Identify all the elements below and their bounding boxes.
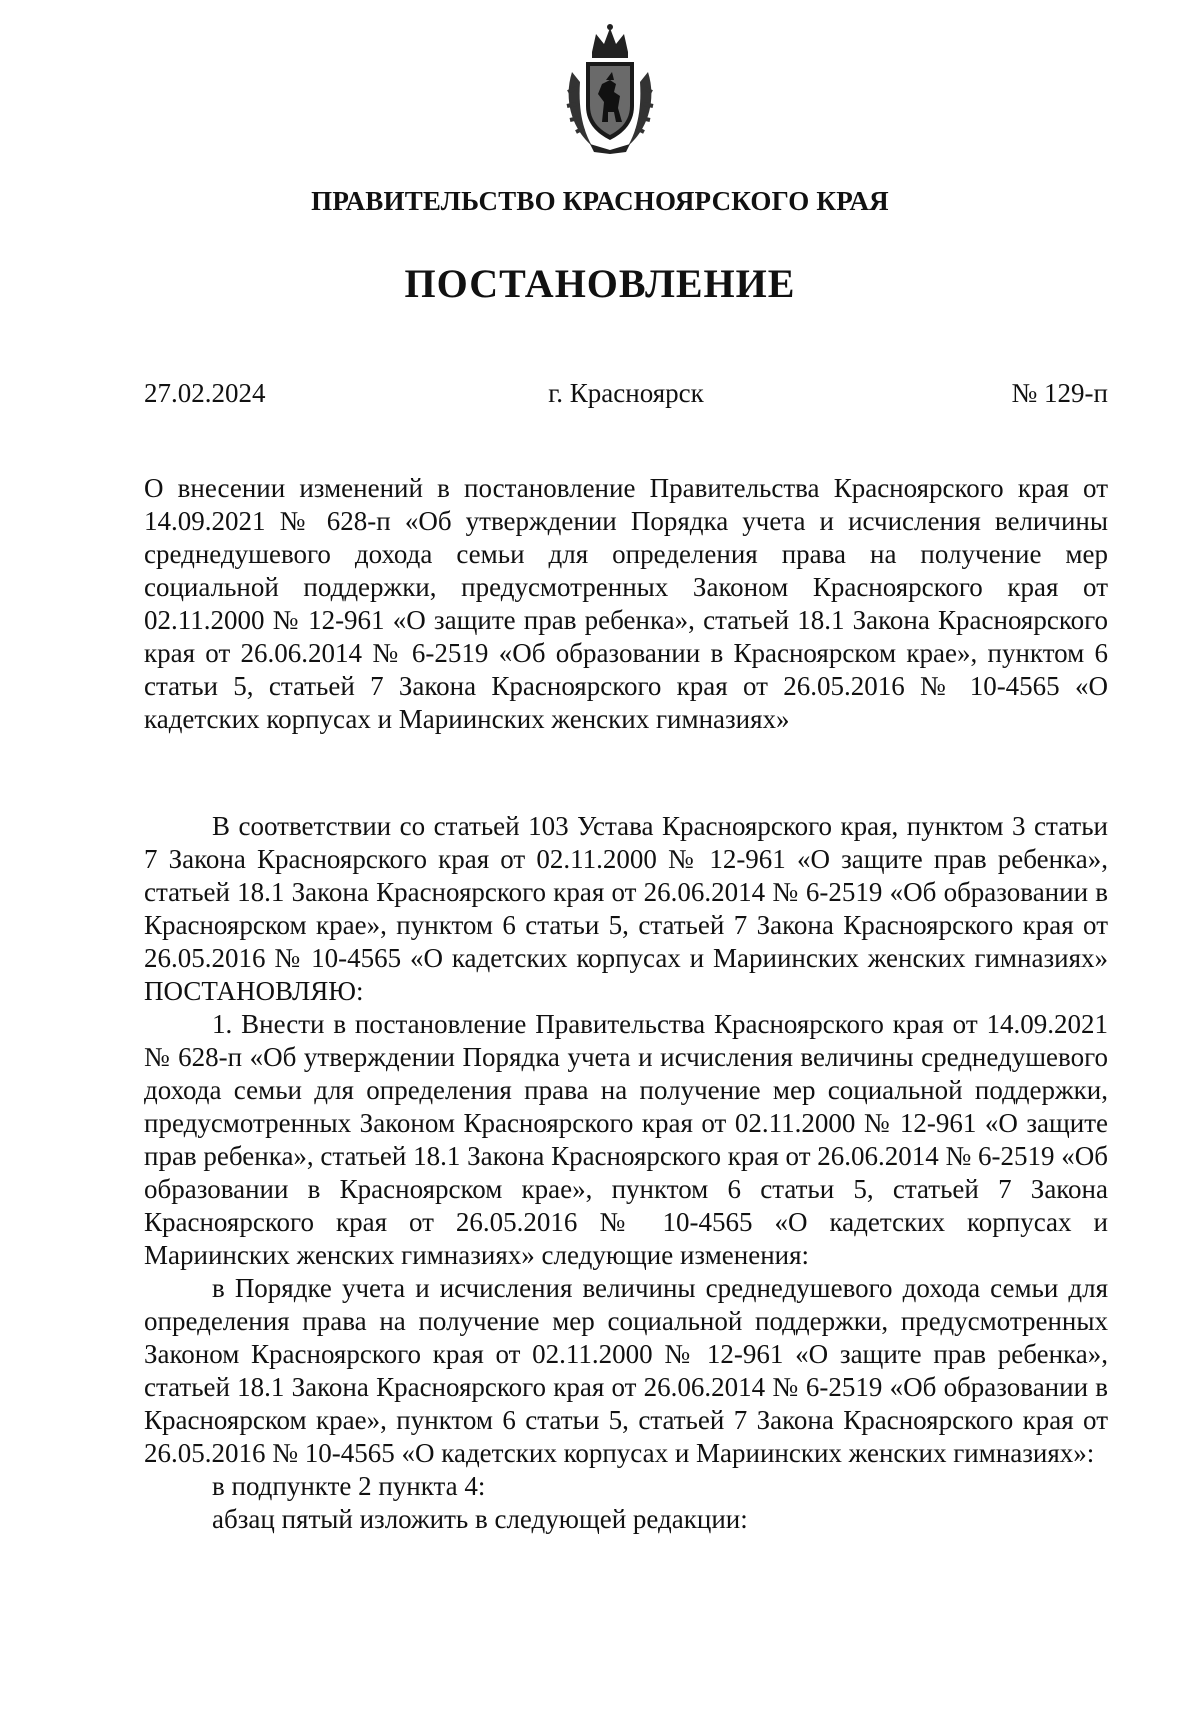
document-city: г. Красноярск bbox=[548, 378, 704, 408]
organization-title: ПРАВИТЕЛЬСТВО КРАСНОЯРСКОГО КРАЯ bbox=[311, 186, 889, 216]
order-intro-paragraph: в Порядке учета и исчисления величины среднедушевого дохода семьи для определения права на получение мер социальной поддержки, предусмотренных Законом Красноярского края от 02.11.2000 № 12-961 «О защите прав ребенка», статьей 18.1 Закона Красноярского края от 26.06.2014 № 6-2519 «Об образовании в Красноярском крае», пунктом 6 статьи 5, статьей 7 Закона Красноярского края от 26.05.2016 № 10-4565 «О кадетских корпусах и Мариинских женских гимназиях»: bbox=[144, 1273, 1108, 1468]
preamble-paragraph: В соответствии со статьей 103 Устава Красноярского края, пунктом 3 статьи 7 Закона Красноярского края от 02.11.2000 № 12-961 «О защите прав ребенка», статьей 18.1 Закона Красноярского края от 26.06.2014 № 6-2519 «Об образовании в Красноярском крае», пунктом 6 статьи 5, статьей 7 Закона Красноярского края от 26.05.2016 № 10-4565 «О кадетских корпусах и Мариинских женских гимназиях» ПОСТАНОВЛЯЮ: bbox=[144, 811, 1108, 1006]
document-body bbox=[144, 810, 1108, 1536]
document-date: 27.02.2024 bbox=[144, 378, 266, 408]
document-number: № 129-п bbox=[1011, 378, 1108, 408]
paragraph-instruction-line: абзац пятый изложить в следующей редакции: bbox=[212, 1504, 748, 1534]
document-meta-row bbox=[144, 378, 1108, 414]
item-1-paragraph: 1. Внести в постановление Правительства Красноярского края от 14.09.2021 № 628-п «Об утверждении Порядка учета и исчисления величины среднедушевого дохода семьи для определения права на получение мер социальной поддержки, предусмотренных Законом Красноярского края от 02.11.2000 № 12-961 «О защите прав ребенка», статьей 18.1 Закона Красноярского края от 26.06.2014 № 6-2519 «Об образовании в Красноярском крае», пунктом 6 статьи 5, статьей 7 Закона Красноярского края от 26.05.2016 № 10-4565 «О кадетских корпусах и Мариинских женских гимназиях» следующие изменения: bbox=[144, 1009, 1108, 1270]
coat-of-arms-icon bbox=[562, 22, 658, 154]
subpoint-line: в подпункте 2 пункта 4: bbox=[212, 1471, 486, 1501]
document-type-title: ПОСТАНОВЛЕНИЕ bbox=[404, 261, 796, 306]
document-subject: О внесении изменений в постановление Правительства Красноярского края от 14.09.2021 № 628-п «Об утверждении Порядка учета и исчисления величины среднедушевого дохода семьи для определения права на получение мер социальной поддержки, предусмотренных Законом Красноярского края от 02.11.2000 № 12-961 «О защите прав ребенка», статьей 18.1 Закона Красноярского края от 26.06.2014 № 6-2519 «Об образовании в Красноярском крае», пунктом 6 статьи 5, статьей 7 Закона Красноярского края от 26.05.2016 № 10-4565 «О кадетских корпусах и Мариинских женских гимназиях» bbox=[144, 473, 1108, 734]
